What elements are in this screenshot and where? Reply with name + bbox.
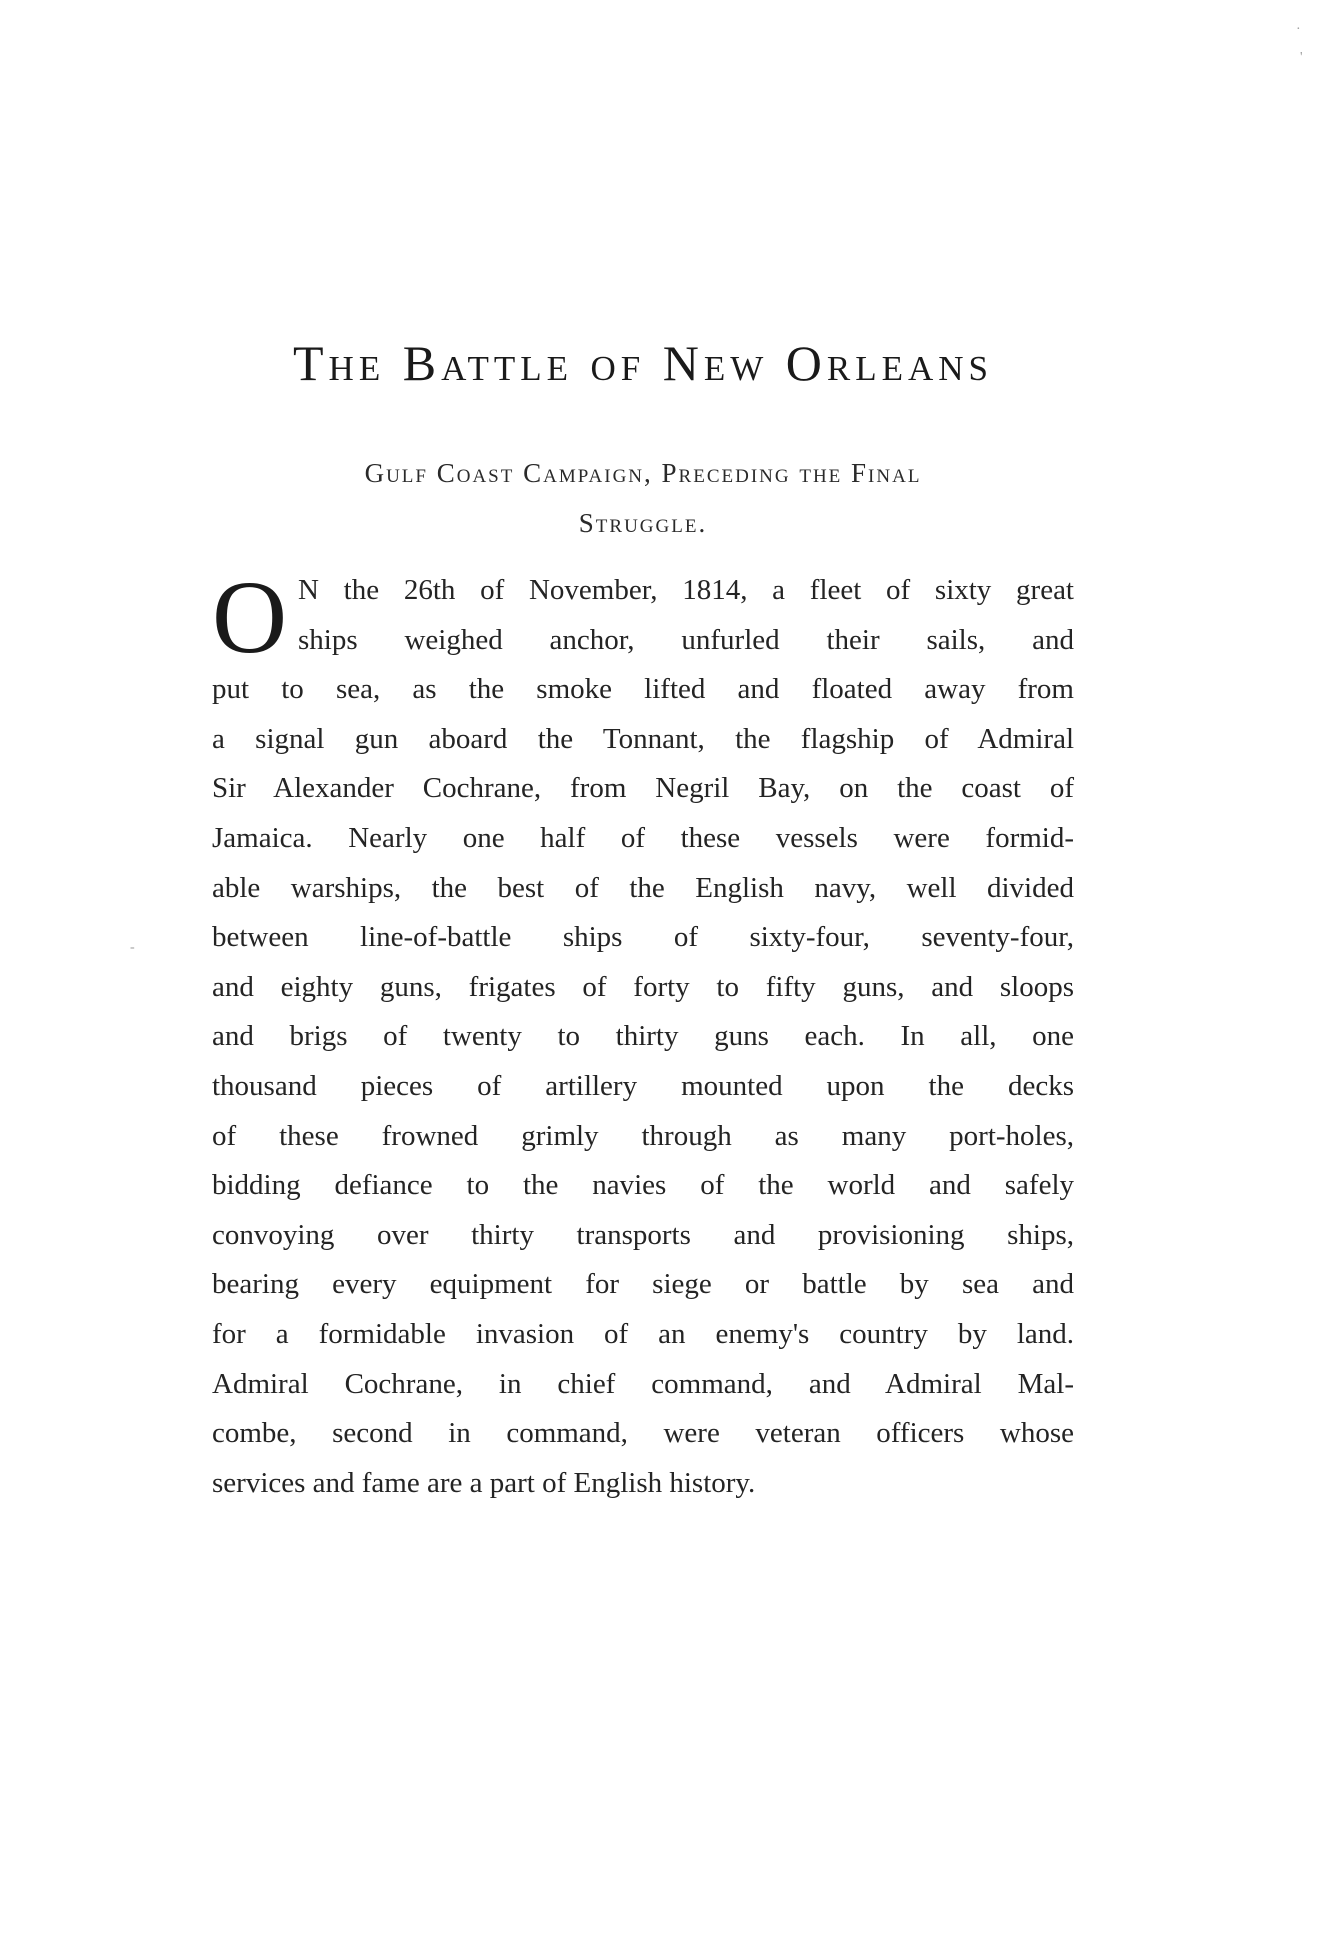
scan-speck: - (130, 940, 135, 955)
paragraph-line: Sir Alexander Cochrane, from Negril Bay, on the coast of (212, 772, 1074, 805)
chapter-title: The Battle of New Orleans (293, 335, 993, 391)
paragraph-line: services and fame are a part of English history. (212, 1466, 756, 1499)
paragraph-line: of these frowned grimly through as many port-holes, (212, 1119, 1074, 1152)
paragraph-line: bidding defiance to the navies of the world and safely (212, 1169, 1074, 1202)
subtitle-line-2: Struggle. (578, 508, 708, 538)
paragraph-line: bearing every equipment for siege or battle by sea and (212, 1268, 1074, 1301)
paragraph-line: a signal gun aboard the Tonnant, the flagship of Admiral (212, 722, 1074, 755)
paragraph-line: Jamaica. Nearly one half of these vessels were formid- (212, 821, 1074, 854)
drop-cap-letter: O (212, 560, 288, 675)
body-paragraph (212, 560, 1074, 1508)
paragraph-line: and brigs of twenty to thirty guns each. In all, one (212, 1020, 1074, 1053)
paragraph-line: for a formidable invasion of an enemy's country by land. (212, 1317, 1074, 1350)
paragraph-line: combe, second in command, were veteran officers whose (212, 1417, 1074, 1450)
paragraph-line: Admiral Cochrane, in chief command, and Admiral Mal- (212, 1367, 1074, 1400)
paragraph-line: and eighty guns, frigates of forty to fifty guns, and sloops (212, 970, 1074, 1003)
scan-speck: · (1296, 22, 1301, 37)
paragraph-line: convoying over thirty transports and provisioning ships, (212, 1218, 1074, 1251)
subtitle-line-1: Gulf Coast Campaign, Preceding the Final (364, 458, 922, 488)
paragraph-line: able warships, the best of the English navy, well divided (212, 871, 1074, 904)
paragraph-line: N the 26th of November, 1814, a fleet of sixty great (298, 574, 1074, 606)
chapter-subtitle (212, 448, 1074, 548)
scan-speck: ' (1300, 50, 1303, 65)
paragraph-line: put to sea, as the smoke lifted and floated away from (212, 673, 1074, 706)
paragraph-line: ships weighed anchor, unfurled their sails, and (298, 623, 1074, 656)
paragraph-line: between line-of-battle ships of sixty-four, seventy-four, (212, 921, 1074, 954)
paragraph-line: thousand pieces of artillery mounted upon the decks (212, 1069, 1074, 1102)
